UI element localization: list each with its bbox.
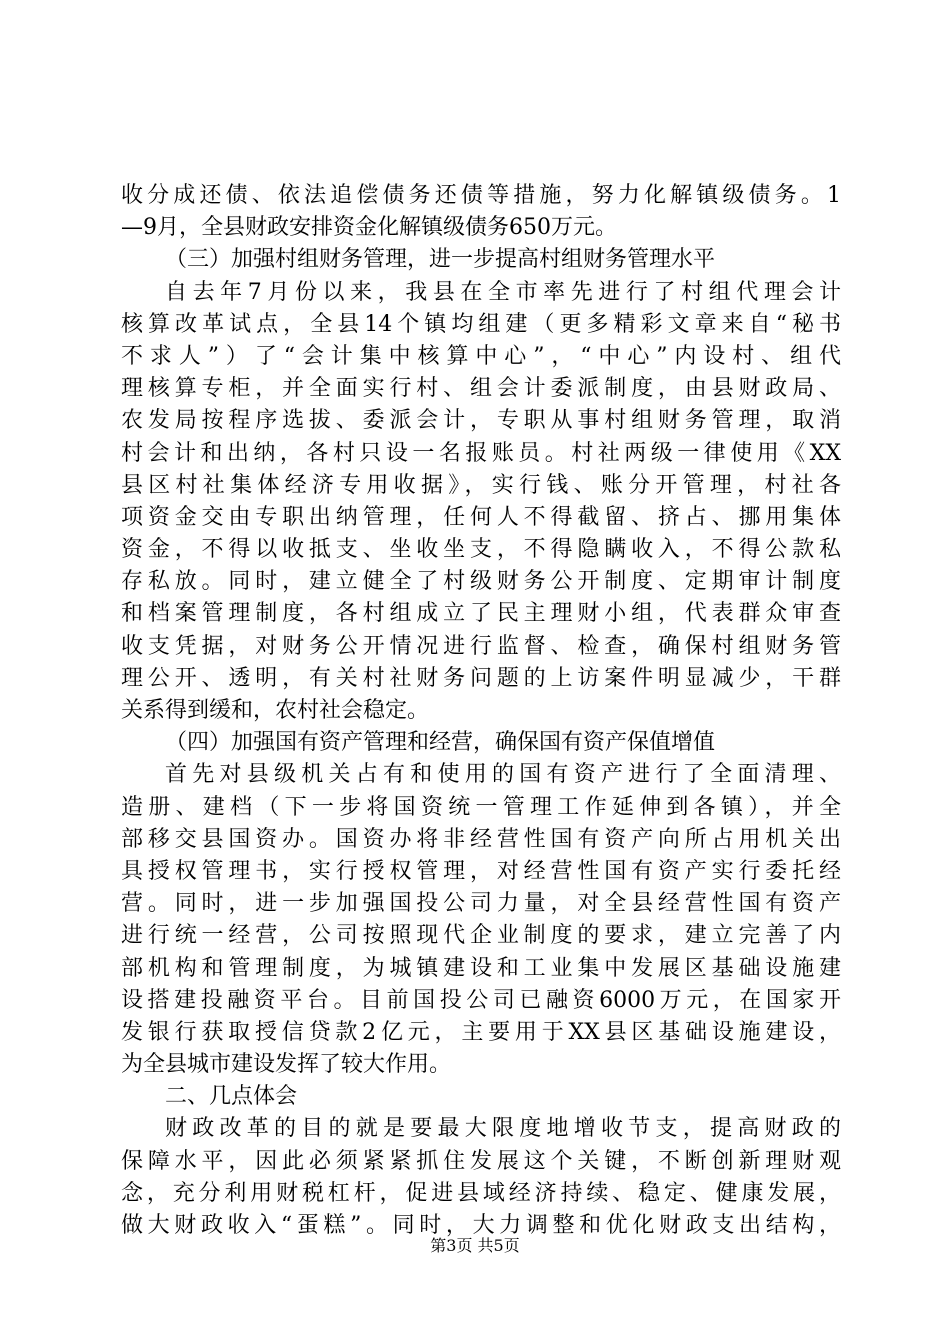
- text-line: 进行统一经营，公司按照现代企业制度的要求，建立完善了内: [121, 923, 841, 949]
- text-line: 资金，不得以收抵支、坐收坐支，不得隐瞒收入，不得公款私: [121, 537, 841, 563]
- text-line: 核算改革试点，全县14个镇均组建（更多精彩文章来自“秘书: [121, 311, 841, 337]
- text-line: 首先对县级机关占有和使用的国有资产进行了全面清理、: [165, 762, 841, 788]
- text-line: 关系得到缓和，农村社会稳定。: [121, 698, 430, 723]
- text-line: （四）加强国有资产管理和经营，确保国有资产保值增值: [165, 730, 716, 756]
- text-line: 发银行获取授信贷款2亿元，主要用于XX县区基础设施建设，: [121, 1019, 841, 1045]
- text-line: 营。同时，进一步加强国投公司力量，对全县经营性国有资产: [121, 891, 841, 917]
- text-line: 和档案管理制度，各村组成立了民主理财小组，代表群众审查: [121, 601, 841, 627]
- text-line: 做大财政收入“蛋糕”。同时，大力调整和优化财政支出结构，: [121, 1213, 841, 1238]
- text-line: 部机构和管理制度，为城镇建设和工业集中发展区基础设施建: [121, 955, 841, 981]
- document-body: [121, 180, 841, 1242]
- text-line: 理公开、透明，有关村社财务问题的上访案件明显减少，干群: [121, 665, 841, 691]
- text-line: 不求人”）了“会计集中核算中心”，“中心”内设村、组代: [121, 343, 841, 369]
- text-line: 收支凭据，对财务公开情况进行监督、检查，确保村组财务管: [121, 633, 841, 659]
- text-line: —9月，全县财政安排资金化解镇级债务650万元。: [121, 215, 617, 241]
- text-line: 部移交县国资办。国资办将非经营性国有资产向所占用机关出: [121, 826, 841, 852]
- text-line: （三）加强村组财务管理，进一步提高村组财务管理水平: [165, 247, 716, 273]
- text-line: 具授权管理书，实行授权管理，对经营性国有资产实行委托经: [121, 858, 841, 884]
- text-line: 二、几点体会: [165, 1084, 298, 1110]
- text-line: 县区村社集体经济专用收据》，实行钱、账分开管理，村社各: [121, 472, 841, 498]
- text-line: 自去年7月份以来，我县在全市率先进行了村组代理会计: [165, 279, 841, 305]
- text-line: 设搭建投融资平台。目前国投公司已融资6000万元，在国家开: [121, 987, 841, 1013]
- text-line: 理核算专柜，并全面实行村、组会计委派制度，由县财政局、: [121, 376, 841, 402]
- text-line: 存私放。同时，建立健全了村级财务公开制度、定期审计制度: [121, 569, 841, 595]
- text-line: 造册、建档（下一步将国资统一管理工作延伸到各镇），并全: [121, 794, 841, 820]
- text-line: 项资金交由专职出纳管理，任何人不得截留、挤占、挪用集体: [121, 504, 841, 530]
- text-line: 村会计和出纳，各村只设一名报账员。村社两级一律使用《XX: [121, 440, 841, 466]
- text-line: 念，充分利用财税杠杆，促进县域经济持续、稳定、健康发展，: [121, 1180, 841, 1206]
- text-line: 财政改革的目的就是要最大限度地增收节支，提高财政的: [165, 1116, 841, 1142]
- text-line: 为全县城市建设发挥了较大作用。: [121, 1052, 452, 1078]
- text-line: 保障水平，因此必须紧紧抓住发展这个关键，不断创新理财观: [121, 1148, 841, 1174]
- page-number: 第3页 共5页: [430, 1236, 520, 1255]
- page-footer: [0, 1236, 950, 1256]
- text-line: 收分成还债、依法追偿债务还债等措施，努力化解镇级债务。1: [121, 183, 841, 208]
- text-line: 农发局按程序选拔、委派会计，专职从事村组财务管理，取消: [121, 408, 841, 434]
